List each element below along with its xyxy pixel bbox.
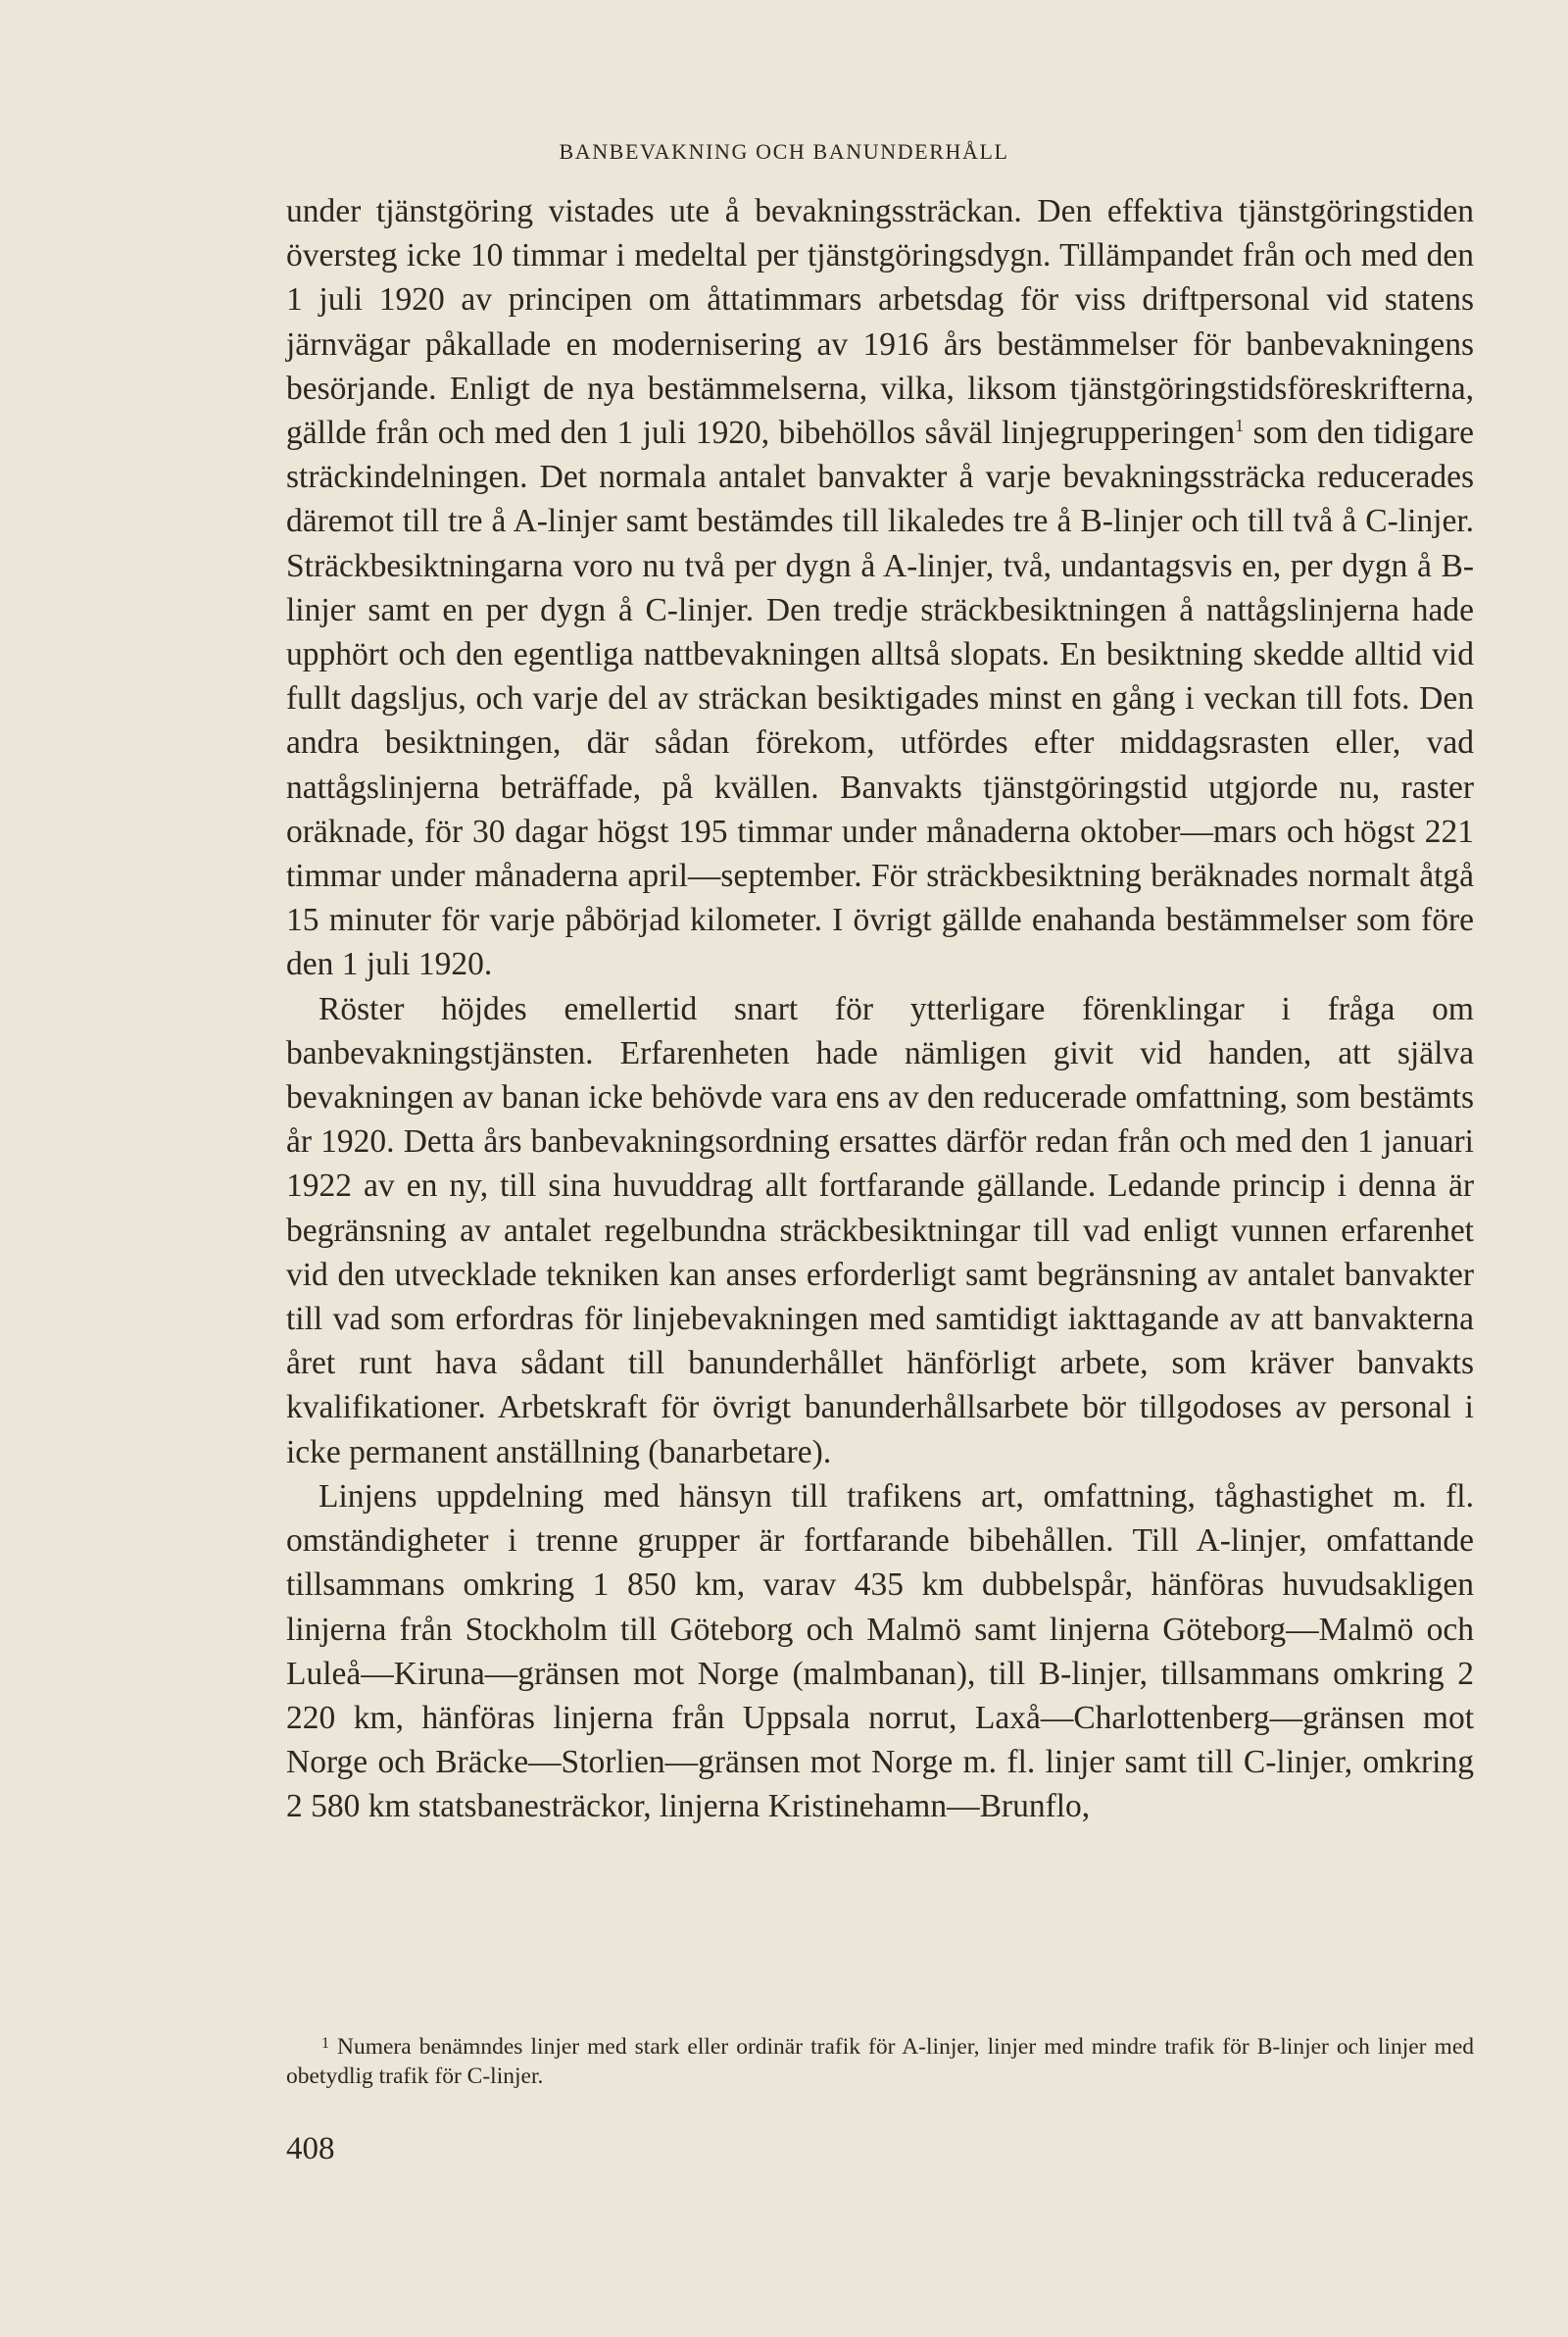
paragraph-2: Röster höjdes emellertid snart för ytterligare förenklingar i fråga om banbevakningstjänsten. Erfarenheten hade nämligen givit vid handen, att själva bevakningen av banan icke behövde vara ens av den reducerade omfattning, som bestämts år 1920. Detta års banbevakningsordning ersattes därför redan från och med den 1 januari 1922 av en ny, till sina huvuddrag allt fortfarande gällande. Ledande princip i denna är begränsning av antalet regelbundna sträckbesiktningar till vad enligt vunnen erfarenhet vid den utvecklade tekniken kan anses erforderligt samt begränsning av antalet banvakter till vad som erfordras för linjebevakningen med samtidigt iakttagande av att banvakterna året runt hava sådant till banunderhållet hänförligt arbete, som kräver banvakts kvalifikationer. Arbetskraft för övrigt banunderhållsarbete bör tillgodoses av personal i icke permanent anställning (banarbetare).	[286, 990, 1474, 1470]
footnote-reference: 1	[1235, 416, 1245, 436]
running-head: BANBEVAKNING OCH BANUNDERHÅLL	[559, 139, 1009, 164]
paragraph-1-text-a: under tjänstgöring vistades ute å bevakningssträckan. Den effektiva tjänstgöringstiden översteg icke 10 timmar i medeltal per tjänstgöringsdygn. Tillämpandet från och med den 1 juli 1920 av principen om åttatimmars arbetsdag för viss driftpersonal vid statens järnvägar påkallade en modernisering av 1916 års bestämmelser för banbevakningens besörjande. Enligt de nya bestämmelserna, vilka, liksom tjänstgöringstidsföreskrifterna, gällde från och med den 1 juli 1920, bibehöllos såväl linjegrupperingen	[286, 193, 1474, 452]
body-text	[286, 189, 1474, 1829]
paragraph-3: Linjens uppdelning med hänsyn till trafikens art, omfattning, tåghastighet m. fl. omständigheter i trenne grupper är fortfarande bibehållen. Till A-linjer, omfattande tillsammans omkring 1 850 km, varav 435 km dubbelspår, hänföras huvudsakligen linjerna från Stockholm till Göteborg och Malmö samt linjerna Göteborg—Malmö och Luleå—Kiruna—gränsen mot Norge (malmbanan), till B-linjer, tillsammans omkring 2 220 km, hänföras linjerna från Uppsala norrut, Laxå—Charlottenberg—gränsen mot Norge och Bräcke—Storlien—gränsen mot Norge m. fl. linjer samt till C-linjer, omkring 2 580 km statsbanesträckor, linjerna Kristinehamn—Brunflo,	[286, 1477, 1474, 1825]
footnote-text: Numera benämndes linjer med stark eller ordinär trafik för A-linjer, linjer med mindre trafik för B-linjer och linjer med obetydlig trafik för C-linjer.	[286, 2034, 1474, 2089]
footnote-marker: 1	[321, 2035, 329, 2052]
paragraph-1-text-b: som den tidigare sträckindelningen. Det normala antalet banvakter å varje bevakningssträcka reducerades däremot till tre å A-linjer samt bestämdes till likaledes tre å B-linjer och till två å C-linjer. Sträckbesiktningarna voro nu två per dygn å A-linjer, två, undantagsvis en, per dygn å B-linjer samt en per dygn å C-linjer. Den tredje sträckbesiktningen å nattågslinjerna hade upphört och den egentliga nattbevakningen alltså slopats. En besiktning skedde alltid vid fullt dagsljus, och varje del av sträckan besiktigades minst en gång i veckan till fots. Den andra besiktningen, där sådan förekom, utfördes efter middagsrasten eller, vad nattågslinjerna beträffade, på kvällen. Banvakts tjänstgöringstid utgjorde nu, raster oräknade, för 30 dagar högst 195 timmar under månaderna oktober—mars och högst 221 timmar under månaderna april—september. För sträckbesiktning beräknades normalt åtgå 15 minuter för varje påbörjad kilometer. I övrigt gällde enahanda bestämmelser som före den 1 juli 1920.	[286, 415, 1475, 983]
footnote-rule	[286, 2017, 374, 2018]
paragraph-1	[286, 189, 1474, 987]
page-number: 408	[286, 2131, 335, 2166]
footnote	[286, 2029, 1474, 2091]
